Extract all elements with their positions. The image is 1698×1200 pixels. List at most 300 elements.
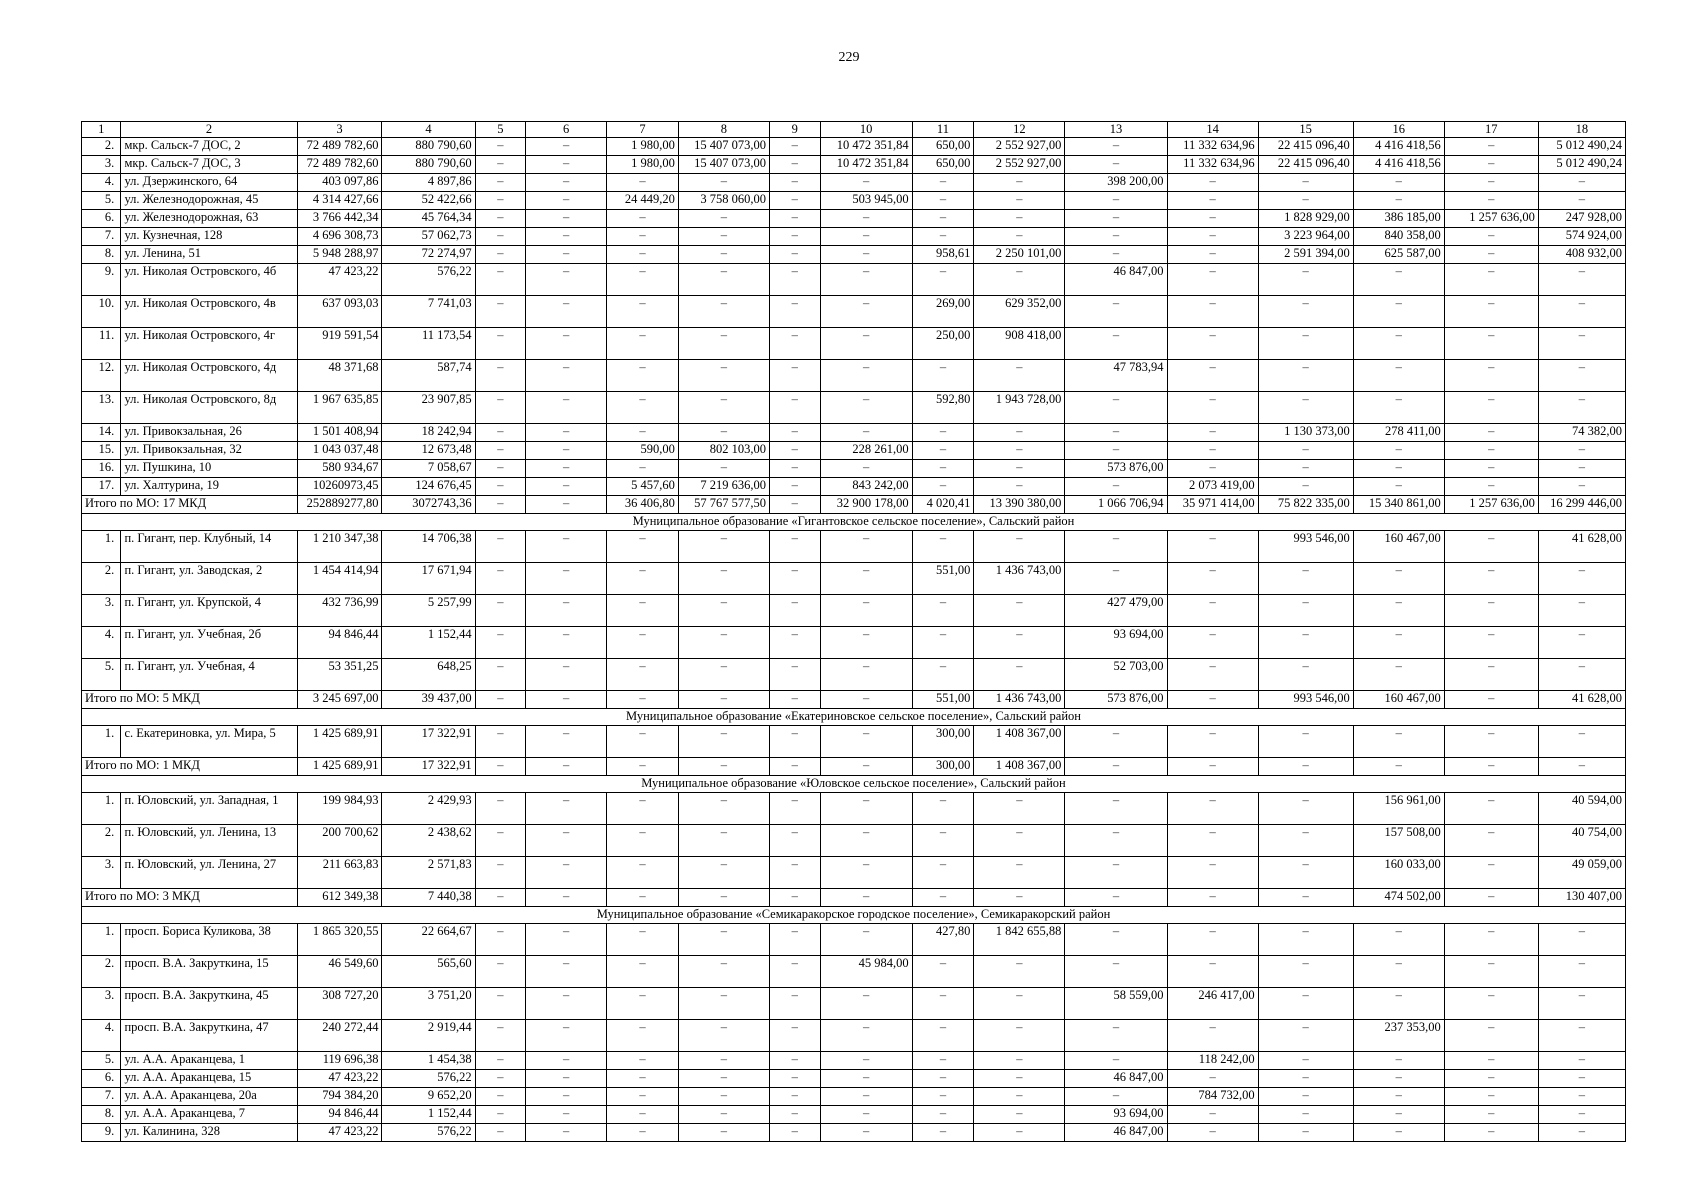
- address-cell: ул. А.А. Араканцева, 20а: [121, 1088, 297, 1106]
- value-cell: –: [526, 460, 607, 478]
- value-cell: –: [678, 1124, 769, 1142]
- value-cell: 432 736,99: [297, 595, 382, 627]
- value-cell: –: [475, 595, 526, 627]
- value-cell: –: [1258, 627, 1353, 659]
- value-cell: –: [912, 360, 974, 392]
- value-cell: –: [607, 924, 679, 956]
- value-cell: –: [769, 691, 820, 709]
- value-cell: 427 479,00: [1065, 595, 1167, 627]
- value-cell: –: [678, 424, 769, 442]
- value-cell: –: [974, 264, 1065, 296]
- value-cell: –: [769, 793, 820, 825]
- value-cell: –: [820, 563, 912, 595]
- value-cell: –: [475, 460, 526, 478]
- value-cell: –: [526, 726, 607, 758]
- value-cell: –: [1167, 1070, 1258, 1088]
- column-number: 13: [1065, 122, 1167, 138]
- row-number: 9.: [104, 264, 115, 278]
- value-cell: 843 242,00: [820, 478, 912, 496]
- address-cell: ул. Железнодорожная, 63: [121, 210, 297, 228]
- value-cell: –: [1167, 174, 1258, 192]
- value-cell: –: [1353, 360, 1444, 392]
- row-number-cell: [82, 988, 121, 1020]
- value-cell: –: [1065, 825, 1167, 857]
- value-cell: 5 457,60: [607, 478, 679, 496]
- value-cell: –: [678, 825, 769, 857]
- value-cell: –: [678, 1070, 769, 1088]
- value-cell: –: [974, 793, 1065, 825]
- value-cell: 590,00: [607, 442, 679, 460]
- value-cell: –: [678, 328, 769, 360]
- value-cell: –: [820, 627, 912, 659]
- value-cell: –: [678, 1020, 769, 1052]
- value-cell: –: [678, 246, 769, 264]
- value-cell: –: [1353, 595, 1444, 627]
- value-cell: –: [475, 328, 526, 360]
- value-cell: –: [769, 988, 820, 1020]
- value-cell: –: [974, 531, 1065, 563]
- value-cell: 52 703,00: [1065, 659, 1167, 691]
- value-cell: 211 663,83: [297, 857, 382, 889]
- value-cell: –: [678, 857, 769, 889]
- value-cell: –: [912, 793, 974, 825]
- value-cell: 10260973,45: [297, 478, 382, 496]
- address-cell: ул. Николая Островского, 4г: [121, 328, 297, 360]
- value-cell: 784 732,00: [1167, 1088, 1258, 1106]
- value-cell: –: [769, 1124, 820, 1142]
- address-cell: ул. Николая Островского, 4б: [121, 264, 297, 296]
- table-row: [82, 460, 1626, 478]
- value-cell: –: [769, 460, 820, 478]
- value-cell: –: [1444, 296, 1538, 328]
- row-number-cell: [82, 857, 121, 889]
- value-cell: –: [912, 478, 974, 496]
- value-cell: 1 043 037,48: [297, 442, 382, 460]
- value-cell: –: [678, 726, 769, 758]
- total-row: [82, 889, 1626, 907]
- value-cell: –: [820, 210, 912, 228]
- value-cell: –: [678, 531, 769, 563]
- value-cell: –: [678, 595, 769, 627]
- value-cell: –: [1444, 174, 1538, 192]
- value-cell: –: [1353, 726, 1444, 758]
- value-cell: –: [912, 1106, 974, 1124]
- value-cell: –: [1167, 264, 1258, 296]
- table-row: [82, 264, 1626, 296]
- value-cell: 1 257 636,00: [1444, 496, 1538, 514]
- value-cell: –: [820, 360, 912, 392]
- value-cell: –: [526, 1106, 607, 1124]
- value-cell: –: [475, 1106, 526, 1124]
- value-cell: –: [820, 1052, 912, 1070]
- address-cell: п. Юловский, ул. Ленина, 27: [121, 857, 297, 889]
- value-cell: 1 842 655,88: [974, 924, 1065, 956]
- value-cell: –: [1258, 857, 1353, 889]
- value-cell: 24 449,20: [607, 192, 679, 210]
- value-cell: 157 508,00: [1353, 825, 1444, 857]
- value-cell: –: [475, 924, 526, 956]
- value-cell: –: [1444, 360, 1538, 392]
- value-cell: –: [1538, 627, 1625, 659]
- value-cell: 7 058,67: [382, 460, 475, 478]
- value-cell: 1 408 367,00: [974, 758, 1065, 776]
- value-cell: –: [1258, 1088, 1353, 1106]
- value-cell: 93 694,00: [1065, 1106, 1167, 1124]
- section-title: Муниципальное образование «Юловское сельское поселение», Сальский район: [82, 776, 1626, 793]
- value-cell: –: [1444, 691, 1538, 709]
- value-cell: –: [1538, 478, 1625, 496]
- row-number-cell: [82, 726, 121, 758]
- value-cell: 237 353,00: [1353, 1020, 1444, 1052]
- value-cell: –: [526, 210, 607, 228]
- row-number-cell: [82, 328, 121, 360]
- value-cell: 36 406,80: [607, 496, 679, 514]
- value-cell: –: [1065, 726, 1167, 758]
- table-row: [82, 246, 1626, 264]
- value-cell: –: [678, 174, 769, 192]
- value-cell: 17 322,91: [382, 726, 475, 758]
- value-cell: –: [526, 956, 607, 988]
- value-cell: 573 876,00: [1065, 691, 1167, 709]
- value-cell: –: [769, 228, 820, 246]
- value-cell: –: [1167, 210, 1258, 228]
- value-cell: 1 828 929,00: [1258, 210, 1353, 228]
- table-row: [82, 956, 1626, 988]
- value-cell: –: [1065, 531, 1167, 563]
- value-cell: 1 152,44: [382, 627, 475, 659]
- value-cell: –: [475, 825, 526, 857]
- value-cell: –: [1353, 264, 1444, 296]
- address-cell: п. Юловский, ул. Ленина, 13: [121, 825, 297, 857]
- row-number: 10.: [98, 296, 115, 310]
- value-cell: 840 358,00: [1353, 228, 1444, 246]
- value-cell: –: [1167, 595, 1258, 627]
- value-cell: –: [607, 424, 679, 442]
- value-cell: –: [820, 174, 912, 192]
- value-cell: –: [769, 726, 820, 758]
- value-cell: –: [1167, 889, 1258, 907]
- value-cell: 10 472 351,84: [820, 156, 912, 174]
- value-cell: 74 382,00: [1538, 424, 1625, 442]
- value-cell: –: [820, 988, 912, 1020]
- value-cell: –: [1444, 1088, 1538, 1106]
- table-row: [82, 192, 1626, 210]
- value-cell: –: [526, 264, 607, 296]
- address-cell: ул. Николая Островского, 4в: [121, 296, 297, 328]
- value-cell: 2 552 927,00: [974, 156, 1065, 174]
- value-cell: –: [526, 1124, 607, 1142]
- value-cell: 2 552 927,00: [974, 138, 1065, 156]
- value-cell: 2 438,62: [382, 825, 475, 857]
- value-cell: 39 437,00: [382, 691, 475, 709]
- value-cell: –: [1258, 825, 1353, 857]
- table-row: [82, 1020, 1626, 1052]
- value-cell: 2 571,83: [382, 857, 475, 889]
- value-cell: –: [1167, 460, 1258, 478]
- address-cell: с. Екатериновка, ул. Мира, 5: [121, 726, 297, 758]
- value-cell: –: [526, 793, 607, 825]
- value-cell: –: [1258, 1106, 1353, 1124]
- value-cell: –: [678, 889, 769, 907]
- value-cell: 802 103,00: [678, 442, 769, 460]
- table-row: [82, 210, 1626, 228]
- value-cell: –: [1065, 889, 1167, 907]
- value-cell: –: [475, 857, 526, 889]
- value-cell: –: [1258, 659, 1353, 691]
- value-cell: –: [1065, 924, 1167, 956]
- value-cell: –: [974, 460, 1065, 478]
- value-cell: 52 422,66: [382, 192, 475, 210]
- value-cell: –: [475, 691, 526, 709]
- value-cell: –: [974, 442, 1065, 460]
- value-cell: –: [1538, 392, 1625, 424]
- value-cell: –: [1444, 478, 1538, 496]
- value-cell: –: [1353, 988, 1444, 1020]
- row-number: 4.: [104, 627, 115, 641]
- value-cell: 2 429,93: [382, 793, 475, 825]
- row-number: 2.: [104, 956, 115, 970]
- value-cell: –: [769, 360, 820, 392]
- value-cell: –: [1444, 889, 1538, 907]
- value-cell: –: [678, 1088, 769, 1106]
- value-cell: 240 272,44: [297, 1020, 382, 1052]
- value-cell: –: [820, 296, 912, 328]
- table-row: [82, 988, 1626, 1020]
- value-cell: –: [1353, 659, 1444, 691]
- row-number-cell: [82, 246, 121, 264]
- value-cell: 408 932,00: [1538, 246, 1625, 264]
- value-cell: 72 489 782,60: [297, 138, 382, 156]
- value-cell: –: [769, 1020, 820, 1052]
- value-cell: –: [475, 1052, 526, 1070]
- table-row: [82, 726, 1626, 758]
- value-cell: 637 093,03: [297, 296, 382, 328]
- value-cell: –: [1444, 956, 1538, 988]
- value-cell: 57 062,73: [382, 228, 475, 246]
- value-cell: –: [1167, 246, 1258, 264]
- value-cell: –: [769, 1106, 820, 1124]
- value-cell: 794 384,20: [297, 1088, 382, 1106]
- value-cell: –: [912, 857, 974, 889]
- value-cell: –: [1167, 1106, 1258, 1124]
- value-cell: –: [607, 595, 679, 627]
- row-number: 4.: [104, 174, 115, 188]
- value-cell: –: [1065, 138, 1167, 156]
- table-row: [82, 174, 1626, 192]
- value-cell: –: [974, 627, 1065, 659]
- value-cell: –: [678, 210, 769, 228]
- value-cell: –: [820, 726, 912, 758]
- value-cell: –: [1258, 1070, 1353, 1088]
- value-cell: –: [974, 988, 1065, 1020]
- value-cell: –: [1538, 192, 1625, 210]
- value-cell: 15 407 073,00: [678, 138, 769, 156]
- value-cell: –: [475, 156, 526, 174]
- value-cell: –: [678, 627, 769, 659]
- row-number: 8.: [104, 246, 115, 260]
- value-cell: –: [607, 1088, 679, 1106]
- value-cell: 919 591,54: [297, 328, 382, 360]
- value-cell: –: [526, 228, 607, 246]
- value-cell: –: [820, 424, 912, 442]
- row-number: 12.: [98, 360, 115, 374]
- value-cell: –: [1353, 174, 1444, 192]
- value-cell: –: [1353, 1088, 1444, 1106]
- value-cell: –: [1538, 659, 1625, 691]
- column-number: 11: [912, 122, 974, 138]
- value-cell: 41 628,00: [1538, 531, 1625, 563]
- value-cell: 1 066 706,94: [1065, 496, 1167, 514]
- value-cell: –: [769, 392, 820, 424]
- row-number-cell: [82, 1106, 121, 1124]
- value-cell: –: [475, 956, 526, 988]
- value-cell: –: [769, 531, 820, 563]
- value-cell: –: [475, 889, 526, 907]
- value-cell: –: [1353, 296, 1444, 328]
- row-number-cell: [82, 595, 121, 627]
- column-number: 14: [1167, 122, 1258, 138]
- row-number: 6.: [104, 210, 115, 224]
- value-cell: –: [912, 595, 974, 627]
- row-number: 11.: [99, 328, 115, 342]
- table-row: [82, 595, 1626, 627]
- value-cell: –: [1065, 392, 1167, 424]
- value-cell: 880 790,60: [382, 156, 475, 174]
- value-cell: –: [1538, 460, 1625, 478]
- value-cell: 551,00: [912, 563, 974, 595]
- value-cell: 503 945,00: [820, 192, 912, 210]
- value-cell: –: [526, 691, 607, 709]
- row-number-cell: [82, 1088, 121, 1106]
- value-cell: –: [974, 1106, 1065, 1124]
- value-cell: –: [1444, 442, 1538, 460]
- value-cell: 565,60: [382, 956, 475, 988]
- value-cell: –: [1444, 424, 1538, 442]
- value-cell: –: [607, 758, 679, 776]
- address-cell: ул. А.А. Араканцева, 1: [121, 1052, 297, 1070]
- value-cell: –: [475, 793, 526, 825]
- value-cell: –: [1258, 988, 1353, 1020]
- value-cell: –: [1167, 758, 1258, 776]
- value-cell: –: [1065, 210, 1167, 228]
- value-cell: –: [769, 758, 820, 776]
- row-number-cell: [82, 478, 121, 496]
- row-number-cell: [82, 531, 121, 563]
- value-cell: –: [1538, 296, 1625, 328]
- value-cell: 4 416 418,56: [1353, 156, 1444, 174]
- row-number-cell: [82, 1070, 121, 1088]
- value-cell: –: [475, 360, 526, 392]
- value-cell: –: [912, 1020, 974, 1052]
- value-cell: –: [1167, 627, 1258, 659]
- value-cell: –: [526, 659, 607, 691]
- value-cell: 386 185,00: [1353, 210, 1444, 228]
- value-cell: 4 020,41: [912, 496, 974, 514]
- value-cell: –: [912, 627, 974, 659]
- value-cell: 45 764,34: [382, 210, 475, 228]
- table-row: [82, 1106, 1626, 1124]
- value-cell: –: [607, 659, 679, 691]
- value-cell: –: [678, 296, 769, 328]
- value-cell: –: [1444, 192, 1538, 210]
- value-cell: –: [820, 595, 912, 627]
- table-row: [82, 360, 1626, 392]
- value-cell: 200 700,62: [297, 825, 382, 857]
- value-cell: –: [912, 531, 974, 563]
- value-cell: –: [912, 442, 974, 460]
- value-cell: –: [1258, 478, 1353, 496]
- value-cell: –: [1167, 531, 1258, 563]
- value-cell: 72 274,97: [382, 246, 475, 264]
- value-cell: 124 676,45: [382, 478, 475, 496]
- value-cell: –: [1444, 1070, 1538, 1088]
- address-cell: ул. Калинина, 328: [121, 1124, 297, 1142]
- value-cell: 576,22: [382, 1070, 475, 1088]
- value-cell: 11 173,54: [382, 328, 475, 360]
- table-row: [82, 442, 1626, 460]
- value-cell: 47 423,22: [297, 1124, 382, 1142]
- column-number: 5: [475, 122, 526, 138]
- value-cell: 580 934,67: [297, 460, 382, 478]
- value-cell: 10 472 351,84: [820, 138, 912, 156]
- address-cell: п. Гигант, пер. Клубный, 14: [121, 531, 297, 563]
- value-cell: –: [526, 192, 607, 210]
- value-cell: 22 415 096,40: [1258, 138, 1353, 156]
- value-cell: –: [475, 563, 526, 595]
- value-cell: –: [1353, 478, 1444, 496]
- value-cell: 75 822 335,00: [1258, 496, 1353, 514]
- value-cell: 993 546,00: [1258, 691, 1353, 709]
- value-cell: 3 758 060,00: [678, 192, 769, 210]
- value-cell: 1 425 689,91: [297, 758, 382, 776]
- value-cell: –: [475, 496, 526, 514]
- value-cell: –: [1538, 924, 1625, 956]
- value-cell: 4 416 418,56: [1353, 138, 1444, 156]
- value-cell: –: [1065, 1088, 1167, 1106]
- value-cell: –: [1258, 442, 1353, 460]
- row-number-cell: [82, 296, 121, 328]
- value-cell: 94 846,44: [297, 627, 382, 659]
- value-cell: 3 245 697,00: [297, 691, 382, 709]
- value-cell: 1 943 728,00: [974, 392, 1065, 424]
- value-cell: –: [1538, 1124, 1625, 1142]
- value-cell: –: [1444, 595, 1538, 627]
- table-row: [82, 296, 1626, 328]
- value-cell: –: [526, 857, 607, 889]
- value-cell: 1 967 635,85: [297, 392, 382, 424]
- value-cell: –: [1538, 595, 1625, 627]
- row-number: 5.: [104, 192, 115, 206]
- row-number: 7.: [104, 1088, 115, 1102]
- value-cell: –: [1444, 1052, 1538, 1070]
- value-cell: –: [1353, 328, 1444, 360]
- column-number: 4: [382, 122, 475, 138]
- value-cell: –: [1353, 1124, 1444, 1142]
- row-number: 1.: [104, 531, 115, 545]
- value-cell: –: [974, 889, 1065, 907]
- value-cell: –: [526, 328, 607, 360]
- value-cell: –: [1444, 264, 1538, 296]
- value-cell: 119 696,38: [297, 1052, 382, 1070]
- value-cell: –: [1258, 1124, 1353, 1142]
- value-cell: 94 846,44: [297, 1106, 382, 1124]
- row-number-cell: [82, 793, 121, 825]
- value-cell: –: [1065, 246, 1167, 264]
- row-number: 14.: [98, 424, 115, 438]
- table-row: [82, 1088, 1626, 1106]
- value-cell: 2 591 394,00: [1258, 246, 1353, 264]
- value-cell: –: [769, 264, 820, 296]
